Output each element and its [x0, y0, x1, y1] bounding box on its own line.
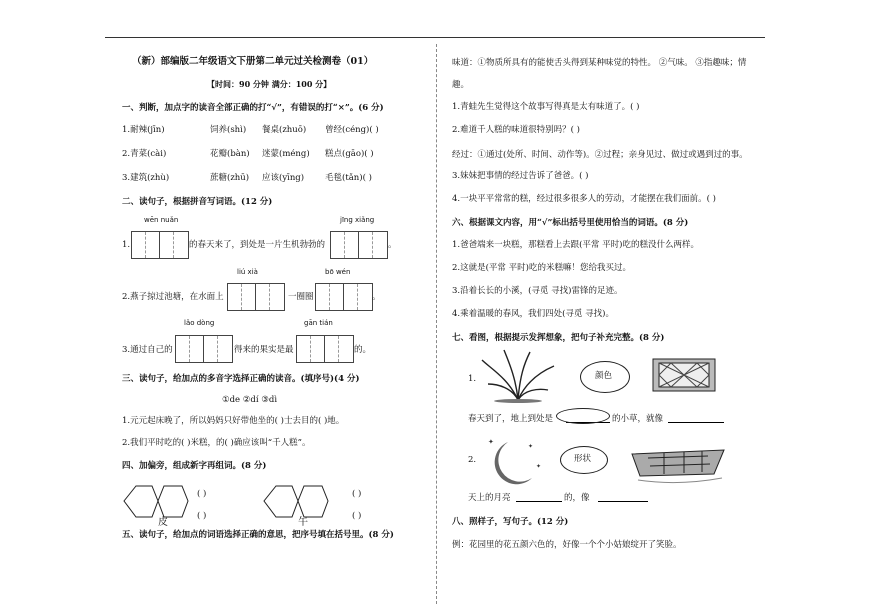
hexagon-figure	[264, 486, 328, 517]
hint-label: 形状	[574, 454, 592, 464]
section-3-heading: 三、读句子，给加点的多音字选择正确的读音。(填序号)(4 分)	[122, 374, 360, 384]
hint-bubble	[556, 408, 610, 424]
question[interactable]: 2.我们平时吃的( )米糕，的( )确应该叫“千人糕”。	[122, 438, 311, 448]
pinyin-label: wēn nuǎn	[144, 216, 179, 224]
definition: 味道：①物质所具有的能使舌头得到某种味觉的特性。 ②气味。 ③指趣味；情	[452, 58, 747, 68]
column-divider	[436, 44, 437, 604]
answer-blank[interactable]: ( )	[197, 511, 207, 521]
pinyin-label: lǎo dòng	[184, 319, 215, 327]
question[interactable]: 4.一块平平常常的糕，经过很多很多人的劳动，才能摆在我们面前。( )	[452, 194, 716, 204]
question[interactable]: 1.元元起床晚了，所以妈妈只好带他坐的( )士去目的( )地。	[122, 416, 345, 426]
boat-illustration	[628, 440, 728, 486]
hint-label: 颜色	[595, 371, 613, 381]
writing-grid[interactable]	[175, 335, 233, 363]
exam-meta: 【时间：90 分钟 满分：100 分】	[207, 79, 332, 89]
carpet-illustration	[650, 357, 718, 395]
section-1-heading: 一、判断，加点字的读音全部正确的打“√”，有错误的打“×”。(6 分)	[122, 103, 384, 113]
section-8-heading: 八、照样子，写句子。(12 分)	[452, 517, 569, 527]
writing-grid[interactable]	[330, 231, 388, 259]
definition: 经过：①通过(处所、时间、动作等)。②过程；亲身见过、做过或遇到过的事。	[452, 150, 748, 160]
writing-grid[interactable]	[315, 283, 373, 311]
answer-blank[interactable]: ( )	[352, 511, 362, 521]
grass-illustration	[478, 348, 558, 404]
svg-text:✦: ✦	[488, 438, 494, 446]
question[interactable]: 1.青蛙先生觉得这个故事写得真是太有味道了。( )	[452, 102, 640, 112]
question[interactable]: 3.妹妹把事情的经过告诉了爸爸。( )	[452, 171, 589, 181]
definition: 趣。	[452, 80, 470, 90]
svg-text:✦: ✦	[528, 443, 534, 450]
page-title: （新）部编版二年级语文下册第二单元过关检测卷（01）	[132, 56, 374, 67]
answer-line[interactable]	[598, 501, 648, 502]
section-2-heading: 二、读句子，根据拼音写词语。(12 分)	[122, 197, 273, 207]
hexagon-figure	[124, 486, 188, 517]
answer-blank[interactable]: ( )	[352, 489, 362, 499]
section-6-heading: 六、根据课文内容，用“√”标出括号里使用恰当的词语。(8 分)	[452, 218, 689, 228]
answer-blank[interactable]: ( )	[197, 489, 207, 499]
base-character: 皮	[158, 517, 168, 528]
question[interactable]: 1.爸爸端来一块糕，那糕看上去跟(平常 平时)吃的糕没什么两样。	[452, 240, 699, 250]
writing-grid[interactable]	[227, 283, 285, 311]
section-5-heading: 五、读句子，给加点的词语选择正确的意思，把序号填在括号里。(8 分)	[122, 530, 394, 540]
top-rule	[105, 37, 765, 38]
pinyin-label: liú xià	[237, 268, 258, 276]
answer-line[interactable]	[668, 422, 724, 423]
pinyin-label: jīng xiǎng	[340, 216, 375, 224]
pinyin-label: gān tián	[304, 319, 333, 327]
writing-grid[interactable]	[296, 335, 354, 363]
moon-illustration	[478, 434, 548, 490]
section-4-heading: 四、加偏旁，组成新字再组词。(8 分)	[122, 461, 267, 471]
answer-line[interactable]	[516, 501, 562, 502]
svg-text:✦: ✦	[536, 463, 542, 470]
example-sentence: 例：花园里的花五颜六色的，好像一个个小姑娘绽开了笑脸。	[452, 540, 682, 550]
section-7-heading: 七、看图，根据提示发挥想象，把句子补充完整。(8 分)	[452, 333, 665, 343]
pinyin-label: bō wén	[325, 268, 351, 276]
question[interactable]: 2.难道千人糕的味道很特别吗？( )	[452, 125, 580, 135]
question[interactable]: 3.沿着长长的小溪，(寻觅 寻找)雷锋的足迹。	[452, 286, 623, 296]
question[interactable]: 4.乘着温暖的春风，我们四处(寻觅 寻找)。	[452, 309, 614, 319]
writing-grid[interactable]	[131, 231, 189, 259]
base-character: 午	[298, 517, 308, 528]
reading-options: ①de ②dí ③dì	[222, 395, 278, 405]
question[interactable]: 2.这就是(平常 平时)吃的米糕嘛！您给我买过。	[452, 263, 631, 273]
